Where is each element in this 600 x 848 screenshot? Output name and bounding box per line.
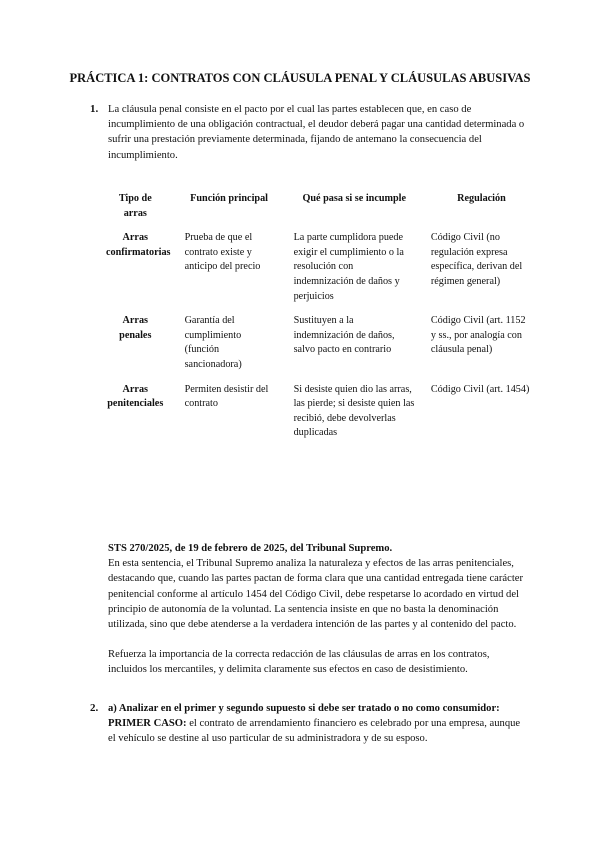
section-2-case bbox=[108, 716, 526, 746]
section-2-block bbox=[108, 701, 526, 747]
table-cell: Arras confirmatorias bbox=[106, 232, 171, 258]
case-text: el contrato de arrendamiento financiero es celebrado por una empresa, aunque el vehículo se destine al uso particular de su administradora y de su esposo. bbox=[108, 718, 521, 745]
table-cell: La parte cumplidora puede exigir el cumplimiento o la resolución con indemnización de daños y perjuicios bbox=[293, 232, 404, 302]
table-header-row bbox=[104, 192, 534, 231]
header-tipo: Tipo de arras bbox=[118, 193, 152, 219]
sts-paragraph-1: En esta sentencia, el Tribunal Supremo analiza la naturaleza y efectos de las arras penitenciales, destacando que, cuando las partes pactan de forma clara que una cantidad entregada tiene carácter penitencial conforme al artículo 1454 del Código Civil, debe respetarse lo acordado en virtud del principio de autonomía de la voluntad. La sentencia insiste en que no basta la denominación utilizada, sino que debe atenderse a la verdadera intención de las partes y al contenido del pacto. bbox=[108, 558, 523, 631]
section-1-text: La cláusula penal consiste en el pacto por el cual las partes establecen que, en caso de incumplimiento de una obligación contractual, el deudor deberá pagar una cantidad determinada o sufrir una prestación previamente determinada, fijando de antemano la consecuencia del incumplimiento. bbox=[108, 104, 525, 161]
table-cell: Si desiste quien dio las arras, las pierde; si desiste quien las recibió, debe devolverlas duplicadas bbox=[293, 383, 415, 439]
section-2-heading: a) Analizar en el primer y segundo supuesto si debe ser tratado o no como consumidor: bbox=[108, 703, 500, 714]
table-cell: Garantía del cumplimiento (función sancionadora) bbox=[184, 315, 242, 370]
table-cell: Sustituyen a la indemnización de daños, salvo pacto en contrario bbox=[293, 315, 395, 356]
table-cell: Código Civil (art. 1454) bbox=[430, 383, 530, 395]
table-row bbox=[104, 314, 534, 382]
section-2-number: 2. bbox=[90, 702, 99, 714]
table-cell: Permiten desistir del contrato bbox=[184, 383, 269, 410]
header-incumple: Qué pasa si se incumple bbox=[302, 193, 407, 204]
header-funcion: Función principal bbox=[190, 193, 268, 204]
section-1-number: 1. bbox=[90, 103, 99, 115]
table-cell: Arras penitenciales bbox=[107, 383, 164, 410]
table-row bbox=[104, 231, 534, 314]
header-regulacion: Regulación bbox=[457, 193, 506, 204]
sts-title: STS 270/2025, de 19 de febrero de 2025, del Tribunal Supremo. bbox=[108, 543, 393, 554]
table-cell: Arras penales bbox=[119, 315, 152, 341]
table-cell: Prueba de que el contrato existe y anticipo del precio bbox=[184, 232, 261, 273]
sts-block bbox=[108, 541, 526, 678]
arras-table bbox=[104, 192, 534, 451]
page-title: PRÁCTICA 1: CONTRATOS CON CLÁUSULA PENAL Y CLÁUSULAS ABUSIVAS bbox=[69, 71, 531, 85]
table-cell: Código Civil (no regulación expresa específica, derivan del régimen general) bbox=[430, 232, 523, 287]
case-label: PRIMER CASO: bbox=[108, 718, 187, 730]
table-cell: Código Civil (art. 1152 y ss., por analogía con cláusula penal) bbox=[430, 315, 526, 356]
sts-paragraph-2: Refuerza la importancia de la correcta redacción de las cláusulas de arras en los contratos, incluidos los mercantiles, y delimita claramente sus efectos en caso de desistimiento. bbox=[108, 649, 490, 676]
table-row bbox=[104, 383, 534, 451]
